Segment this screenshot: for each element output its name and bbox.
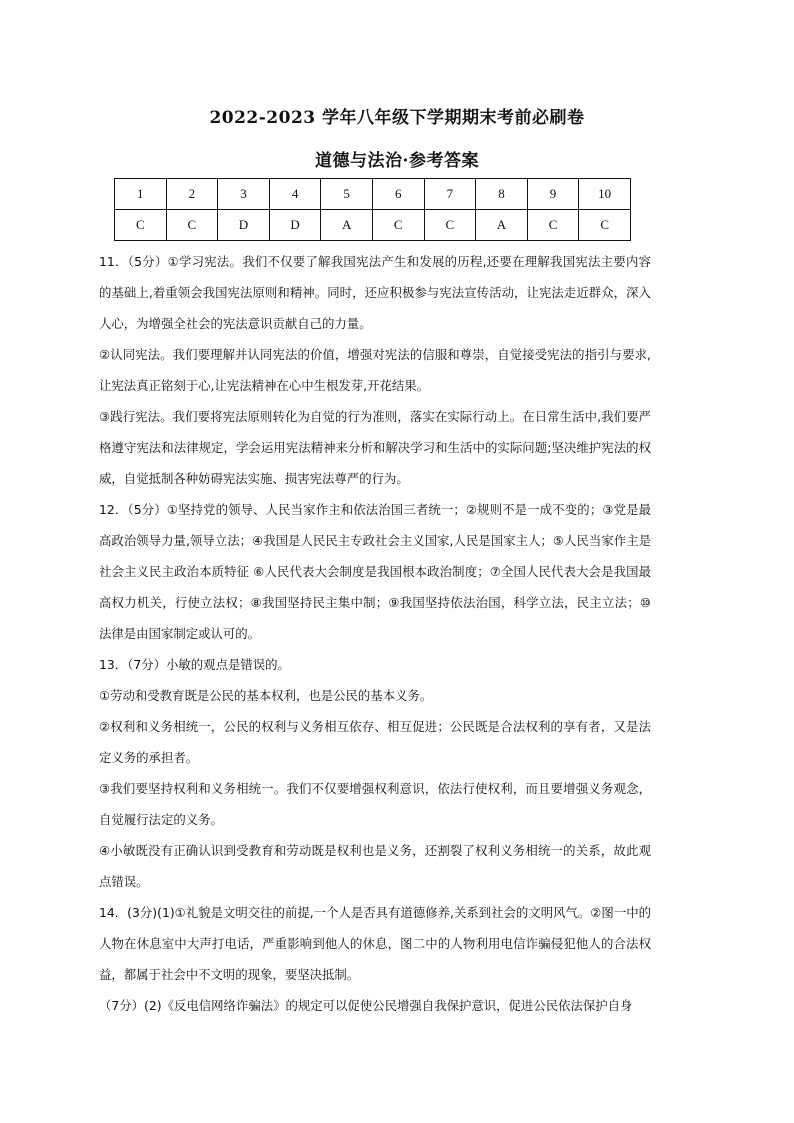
answer-cell: C bbox=[579, 210, 631, 241]
answer-paragraph: 14．(3分)(1)①礼貌是文明交往的前提,一个人是否具有道德修养,关系到社会的文明风气。②图一中的人物在休息室中大声打电话，严重影响到他人的休息，图二中的人物利用电信诈骗侵犯他人的合法权益，都属于社会中不文明的现象，要坚决抵制。 bbox=[99, 905, 651, 982]
answer-table-answer-row bbox=[115, 210, 631, 241]
answer-cell: C bbox=[166, 210, 218, 241]
answer-cell: A bbox=[321, 210, 373, 241]
answer-cell: D bbox=[269, 210, 321, 241]
answer-explanations bbox=[99, 246, 651, 1021]
question-number-cell: 2 bbox=[166, 179, 218, 210]
question-number-cell: 9 bbox=[527, 179, 579, 210]
answer-cell: C bbox=[115, 210, 167, 241]
answer-paragraph: ②权利和义务相统一，公民的权利与义务相互依存、相互促进；公民既是合法权利的享有者，又是法定义务的承担者。 bbox=[99, 719, 651, 765]
answer-cell: C bbox=[424, 210, 476, 241]
question-number-cell: 4 bbox=[269, 179, 321, 210]
answer-paragraph: 11．（5分）①学习宪法。我们不仅要了解我国宪法产生和发展的历程,还要在理解我国宪法主要内容的基础上,着重领会我国宪法原则和精神。同时，还应积极参与宪法宣传活动，让宪法走近群众，深入人心，为增强全社会的宪法意识贡献自己的力量。 bbox=[99, 254, 651, 331]
answer-cell: A bbox=[476, 210, 528, 241]
answer-paragraph: ②认同宪法。我们要理解并认同宪法的价值，增强对宪法的信服和尊崇，自觉接受宪法的指引与要求,让宪法真正铭刻于心,让宪法精神在心中生根发芽,开花结果。 bbox=[99, 347, 651, 393]
answer-table-number-row bbox=[115, 179, 631, 210]
answer-paragraph: ③我们要坚持权利和义务相统一。我们不仅要增强权利意识，依法行使权利，而且要增强义务观念，自觉履行法定的义务。 bbox=[99, 781, 651, 827]
answer-paragraph: ④小敏既没有正确认识到受教育和劳动既是权利也是义务，还割裂了权利义务相统一的关系，故此观点错误。 bbox=[99, 843, 651, 889]
answer-cell: D bbox=[218, 210, 270, 241]
answer-table bbox=[114, 178, 631, 241]
question-number-cell: 3 bbox=[218, 179, 270, 210]
answer-paragraph: ①劳动和受教育既是公民的基本权利，也是公民的基本义务。 bbox=[99, 688, 433, 703]
answer-paragraph: （7分）(2)《反电信网络诈骗法》的规定可以促使公民增强自我保护意识，促进公民依法保护自身 bbox=[99, 998, 633, 1013]
answer-paragraph: 12．（5分）①坚持党的领导、人民当家作主和依法治国三者统一；②规则不是一成不变的；③党是最高政治领导力量,领导立法；④我国是人民民主专政社会主义国家,人民是国家主人；⑤人民当家作主是社会主义民主政治本质特征 ⑥人民代表大会制度是我国根本政治制度；⑦全国人民代表大会是我国最高权力机关，行使立法权；⑧我国坚持民主集中制；⑨我国坚持依法治国，科学立法，民主立法；⑩法律是由国家制定或认可的。 bbox=[99, 502, 651, 641]
question-number-cell: 7 bbox=[424, 179, 476, 210]
answer-cell: C bbox=[372, 210, 424, 241]
question-number-cell: 8 bbox=[476, 179, 528, 210]
document-subtitle: 道德与法治·参考答案 bbox=[315, 151, 479, 171]
question-number-cell: 6 bbox=[372, 179, 424, 210]
answer-cell: C bbox=[527, 210, 579, 241]
answer-paragraph: ③践行宪法。我们要将宪法原则转化为自觉的行为准则，落实在实际行动上。在日常生活中,我们要严格遵守宪法和法律规定，学会运用宪法精神来分析和解决学习和生活中的实际问题;坚决维护宪法的权威，自觉抵制各种妨碍宪法实施、损害宪法尊严的行为。 bbox=[99, 409, 651, 486]
question-number-cell: 1 bbox=[115, 179, 167, 210]
document-title: 2022-2023 学年八年级下学期期末考前必刷卷 bbox=[209, 108, 585, 128]
answer-paragraph: 13．（7分）小敏的观点是错误的。 bbox=[99, 657, 290, 672]
question-number-cell: 5 bbox=[321, 179, 373, 210]
question-number-cell: 10 bbox=[579, 179, 631, 210]
